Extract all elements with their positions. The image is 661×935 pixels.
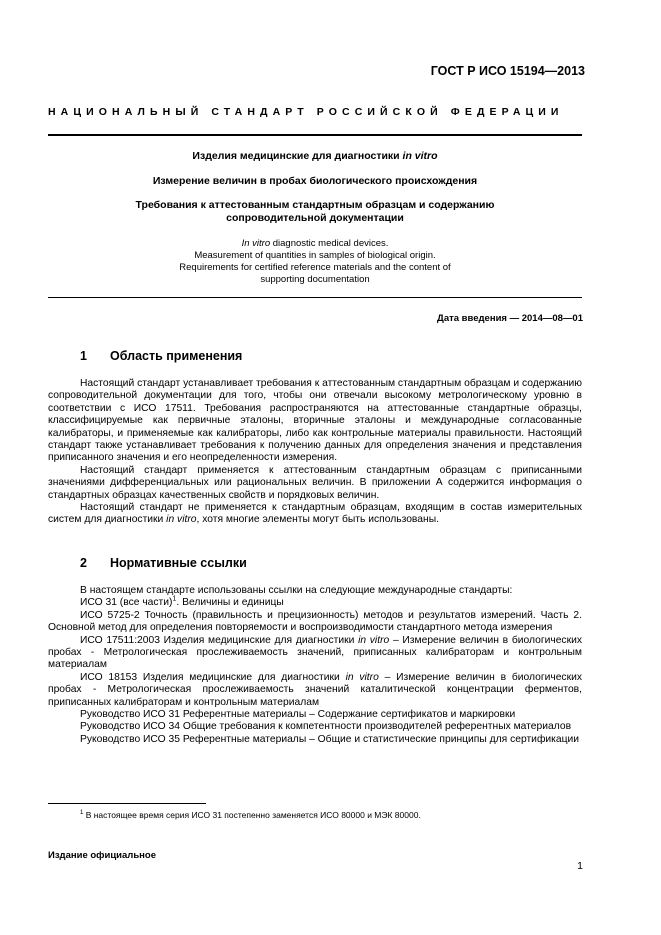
section-2-paragraph-2-text: ИСО 31 (все части)	[80, 597, 173, 609]
section-1-body	[48, 378, 582, 527]
footnote	[80, 810, 421, 820]
section-2-paragraph-4	[48, 635, 582, 672]
page-number: 1	[577, 860, 583, 872]
title-en-line1	[48, 238, 582, 250]
section-2-paragraph-7: Руководство ИСО 34 Общие требования к компетентности производителей референтных материалов	[80, 721, 572, 733]
title-en-line2: Measurement of quantities in samples of biological origin.	[194, 250, 436, 261]
section-2-paragraph-6: Руководство ИСО 31 Референтные материалы – Содержание сертификатов и маркировки	[80, 709, 516, 721]
section-1-paragraph-3-text: Настоящий стандарт не применяется к стандартным образцам, входящим в состав измерительных систем для диагностики	[48, 502, 582, 526]
section-1-paragraph-3-italic: in vitro	[166, 514, 197, 526]
footnote-rule	[48, 803, 206, 804]
section-2-paragraph-1: В настоящем стандарте использованы ссылки на следующие международные стандарты:	[80, 585, 513, 596]
section-2-paragraph-2	[48, 597, 582, 609]
section-1-paragraph-3-end: , хотя многие элементы могут быть использованы.	[196, 514, 439, 526]
section-2-paragraph-2-end: . Величины и единицы	[176, 597, 284, 609]
section-1-paragraph-2: Настоящий стандарт применяется к аттестованным стандартным образцам с приписанными значениями дифференциальных или рациональных величин. В приложении А содержится информация о стандартных образцах качественных свойств и порядковых величин.	[48, 464, 582, 501]
section-2-title: Нормативные ссылки	[110, 556, 247, 570]
section-2-paragraph-5	[48, 672, 582, 709]
section-2-number: 2	[80, 556, 87, 570]
standard-number: ГОСТ Р ИСО 15194—2013	[430, 64, 585, 78]
footnote-text: В настоящее время серия ИСО 31 постепенно заменяется ИСО 80000 и МЭК 80000.	[83, 810, 421, 820]
title-ru-line2: Измерение величин в пробах биологического происхождения	[152, 175, 478, 187]
header-rule	[48, 134, 582, 136]
section-2-paragraph-5-text: ИСО 18153 Изделия медицинские для диагностики	[80, 671, 346, 683]
section-2-paragraph-5-end: – Измерение величин в биологических пробах - Метрологическая прослеживаемость значений каталитической концентрации ферментов, приписанных калибраторам и контрольным материалам	[48, 671, 582, 708]
section-2-paragraph-4-text: ИСО 17511:2003 Изделия медицинские для диагностики	[80, 634, 359, 646]
section-2-paragraph-4-italic: in vitro	[358, 634, 390, 646]
national-standard-heading: НАЦИОНАЛЬНЫЙ СТАНДАРТ РОССИЙСКОЙ ФЕДЕРАЦИИ	[48, 106, 564, 118]
title-ru-line1	[48, 150, 582, 163]
title-en-line1-text: diagnostic medical devices.	[270, 238, 389, 249]
title-rule	[48, 297, 582, 298]
title-ru-line1-text: Изделия медицинские для диагностики	[192, 150, 403, 162]
footnote-marker: 1	[80, 810, 84, 817]
section-2-paragraph-8: Руководство ИСО 35 Референтные материалы – Общие и статистические принципы для сертификации	[80, 733, 580, 745]
section-2-paragraph-3: ИСО 5725-2 Точность (правильность и прецизионность) методов и результатов измерений. Часть 2. Основной метод для определения повторяемости и воспроизводимости стандартного метода измерения	[48, 609, 582, 634]
section-2-body	[48, 585, 582, 746]
section-1-paragraph-1: Настоящий стандарт устанавливает требования к аттестованным стандартным образцам и содержанию сопроводительной документации для того, чтобы они отвечали высокому метрологическому уровню в соответствии с ИСО 17511. Требования распространяются на аттестованные стандартные образцы, классифицируемые как первичные эталоны, вторичные эталоны и международные согласованные калибраторы, и применяемые как калибраторы, либо как контрольные материалы правильности. Настоящий стандарт также устанавливает требования к получению данных для определения значения и представления приписанного значения и его неопределенности измерения.	[48, 378, 582, 464]
title-ru-line4: сопроводительной документации	[226, 212, 404, 224]
introduction-date: Дата введения — 2014—08—01	[437, 313, 583, 324]
title-en-line1-italic: In vitro	[241, 238, 271, 249]
title-ru-line3: Требования к аттестованным стандартным образцам и содержанию	[135, 199, 495, 211]
section-1-heading	[80, 349, 242, 363]
title-en-line4: supporting documentation	[260, 274, 370, 285]
section-2-heading	[80, 556, 247, 570]
official-edition-label: Издание официальное	[48, 850, 156, 861]
title-ru-line1-italic: in vitro	[402, 150, 438, 162]
section-1-paragraph-3	[48, 502, 582, 527]
section-2-paragraph-5-italic: in vitro	[345, 671, 379, 683]
footnote-reference: 1	[172, 595, 177, 603]
section-2-paragraph-4-end: – Измерение величин в биологических пробах - Метрологическая прослеживаемость значений, приписанных калибраторам и контрольным материалам	[48, 634, 582, 671]
title-en-line3: Requirements for certified reference materials and the content of	[179, 262, 451, 273]
section-1-number: 1	[80, 349, 87, 363]
section-1-title: Область применения	[110, 349, 243, 363]
